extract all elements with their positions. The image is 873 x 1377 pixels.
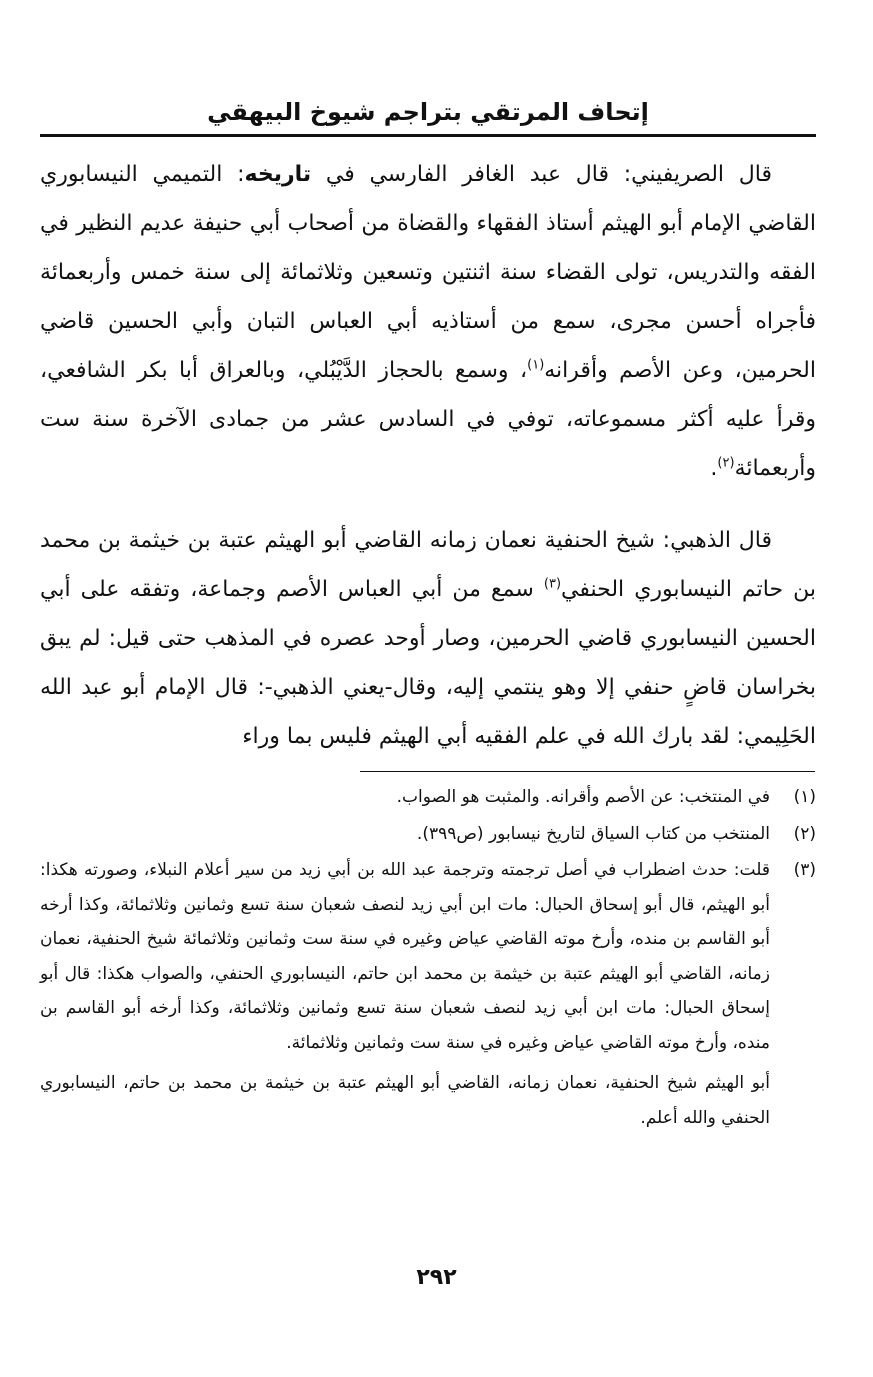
paragraph-dhahabi	[40, 516, 816, 761]
paragraph-saraifini	[40, 150, 816, 493]
footnote-3	[40, 853, 816, 1135]
p1-lead: قال الصريفيني: قال عبد الغافر الفارسي في	[325, 162, 772, 187]
footnote-number: (١)	[793, 787, 816, 807]
p2-body-2: سمع من أبي العباس الأصم وجماعة، وتفقه على أبي الحسين النيسابوري قاضي الحرمين، وصار أوحد عصره في المذهب حتى قيل: لم يبق بخراسان قاضٍ حنفي إلا وهو ينتمي إليه، وقال-يعني الذهبي-: قال الإمام أبو عبد الله الحَلِيمي: لقد بارك الله في علم الفقيه أبي الهيثم فليس بما وراء	[40, 577, 816, 749]
footnote-1	[40, 780, 816, 815]
p1-bold-source: تاريخه	[244, 162, 312, 187]
footnote-number: (٣)	[793, 860, 816, 880]
footnote-separator	[360, 771, 815, 772]
footnote-2	[40, 817, 816, 852]
header-rule	[40, 134, 816, 137]
p2-body: قال الذهبي: شيخ الحنفية نعمان زمانه القاضي أبو الهيثم عتبة بن خيثمة بن محمد بن حاتم النيسابوري الحنفي	[40, 528, 816, 602]
p1-end: .	[710, 456, 718, 481]
p1-body: : التميمي النيسابوري القاضي الإمام أبو الهيثم أستاذ الفقهاء والقضاة من أصحاب أبي حنيفة عديم النظير في الفقه والتدريس، تولى القضاء سنة اثنتين وتسعين وثلاثمائة إلى سنة خمس وأربعمائة فأجراه أحسن مجرى، سمع من أستاذيه أبي العباس التبان وأبي الحسين قاضي الحرمين، وعن الأصم وأقرانه	[40, 162, 816, 383]
footnote-text: المنتخب من كتاب السياق لتاريخ نيسابور (ص٣٩٩).	[416, 823, 770, 844]
footnotes	[40, 780, 816, 1137]
footnote-number: (٢)	[793, 823, 816, 844]
footnote-continuation: أبو الهيثم شيخ الحنفية، نعمان زمانه، القاضي أبو الهيثم عتبة بن خيثمة بن محمد بن حاتم، النيسابوري الحنفي والله أعلم.	[40, 1073, 770, 1128]
p1-body-2: ، وسمع بالحجاز الدَّيْبُلي، وبالعراق أبا بكر الشافعي، وقرأ عليه أكثر مسموعاته، توفي في السادس عشر من جمادى الآخرة سنة ست وأربعمائة	[40, 358, 816, 481]
footnote-ref-2[interactable]: (٢)	[717, 455, 735, 471]
footnote-ref-1[interactable]: (١)	[527, 357, 545, 373]
footnote-ref-3[interactable]: (٣)	[543, 576, 562, 592]
running-header: إتحاف المرتقي بتراجم شيوخ البيهقي	[207, 98, 649, 126]
footnote-text: قلت: حدث اضطراب في أصل ترجمته وترجمة عبد الله بن أبي زيد من سير أعلام النبلاء، وصورته هكذا: أبو الهيثم، قال أبو إسحاق الحبال: مات ابن أبي زيد لنصف شعبان سنة تسع وثمانين وثلاثمائة، وكذا أرخه أبو القاسم بن منده، وأرخ موته القاضي عياض وغيره في سنة ست وثمانين وثلاثمائة شيخ الحنفية، نعمان زمانه، القاضي أبو الهيثم عتبة بن خيثمة بن محمد ابن حاتم، النيسابوري الحنفي، والصواب هكذا: قال أبو إسحاق الحبال: مات ابن أبي زيد لنصف شعبان سنة تسع وثمانين وثلاثمائة، وكذا أرخه أبو القاسم بن منده، وأرخ موته القاضي عياض وغيره في سنة ست وثمانين وثلاثمائة.	[40, 860, 770, 1053]
page-number: ٢٩٢	[416, 1265, 457, 1290]
footnote-text: في المنتخب: عن الأصم وأقرانه. والمثبت هو الصواب.	[396, 787, 770, 807]
